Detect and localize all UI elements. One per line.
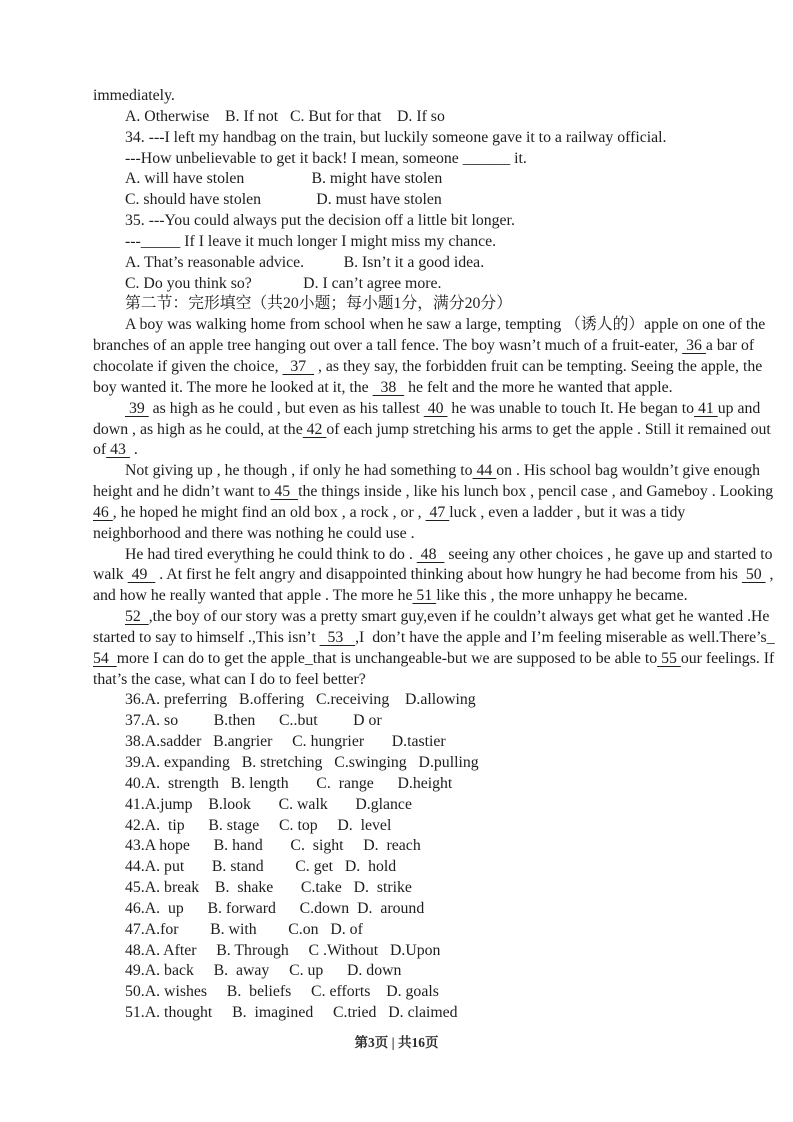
text-run: 43.A hope B. hand C. sight D. reach	[125, 837, 421, 855]
text-line	[93, 232, 753, 253]
blank-underline: 45	[270, 483, 299, 501]
text-run: ,	[765, 566, 774, 584]
text-run: ,I don’t have the apple and I’m feeling miserable as well.There’s_	[355, 628, 775, 646]
text-run: seeing any other choices , he gave up and started to	[444, 545, 773, 563]
blank-underline: 49	[127, 566, 156, 584]
text-run: that’s the case, what can I do to feel better?	[93, 670, 366, 688]
text-run: ---_____ If I leave it much longer I might miss my chance.	[125, 232, 497, 250]
text-run: branches of an apple tree hanging out over a tall fence. The boy wasn’t much of a fruit-eater,	[93, 337, 683, 355]
text-run: , as they say, the forbidden fruit can be tempting. Seeing the apple, the	[314, 357, 763, 375]
text-run: 37.A. so B.then C..but D or	[125, 712, 382, 730]
text-run: 41.A.jump B.look C. walk D.glance	[125, 795, 412, 813]
text-run: 35. ---You could always put the decision off a little bit longer.	[125, 212, 515, 230]
text-run: as high as he could , but even as his tallest	[148, 399, 424, 417]
text-run: of each jump stretching his arms to get the apple . Still it remained out	[326, 420, 771, 438]
text-run: A. Otherwise B. If not C. But for that D. If so	[125, 107, 445, 125]
text-run: 39.A. expanding B. stretching C.swinging D.pulling	[125, 754, 479, 771]
text-line	[93, 399, 761, 420]
document-body	[93, 86, 775, 1024]
text-line	[93, 274, 753, 295]
blank-underline: 40	[423, 399, 448, 417]
text-run: 第二节：完形填空（共20小题；每小题1分，满分20分）	[125, 295, 513, 313]
text-run: down , as high as he could, at the	[93, 420, 303, 438]
text-run: walk	[93, 566, 128, 584]
text-line	[93, 86, 753, 107]
text-line	[93, 920, 753, 941]
text-line	[93, 607, 770, 628]
text-run: C. should have stolen D. must have stolen	[125, 191, 442, 209]
text-line	[93, 503, 753, 524]
text-line	[93, 732, 753, 753]
text-run: He had tired everything he could think to do .	[125, 545, 417, 563]
text-run: up and	[717, 399, 761, 417]
text-line	[93, 440, 753, 461]
text-run: he was unable to touch It. He began to	[447, 399, 695, 417]
text-run: started to say to himself .,This isn’t	[93, 628, 320, 646]
text-run: 44.A. put B. stand C. get D. hold	[125, 858, 397, 876]
text-line	[93, 795, 753, 816]
text-run: on . His school bag wouldn’t give enough	[496, 462, 761, 480]
text-line	[93, 774, 753, 795]
text-run: 42.A. tip B. stage C. top D. level	[125, 816, 392, 834]
text-run: and how he really wanted that apple . The more he	[93, 587, 413, 605]
text-run: .	[129, 441, 138, 459]
text-line	[93, 941, 753, 962]
text-line	[93, 315, 766, 336]
text-run: 51.A. thought B. imagined C.tried D. claimed	[125, 1004, 458, 1022]
text-line	[93, 545, 773, 566]
text-line	[93, 753, 753, 774]
text-line	[93, 461, 761, 482]
text-line	[93, 211, 753, 232]
text-line	[93, 482, 774, 503]
text-run: immediately.	[93, 87, 175, 104]
text-line	[93, 357, 763, 378]
blank-underline: 41	[694, 399, 718, 417]
blank-underline: 38	[372, 378, 405, 396]
blank-underline: 39	[125, 399, 149, 417]
text-run: 47.A.for B. with C.on D. of	[125, 920, 363, 938]
text-run: chocolate if given the choice,	[93, 357, 283, 375]
text-line	[93, 711, 753, 732]
text-run: 40.A. strength B. length C. range D.height	[125, 774, 453, 792]
blank-underline: 37	[282, 357, 315, 375]
text-line	[93, 899, 753, 920]
text-run: 34. ---I left my handbag on the train, but luckily someone gave it to a railway official.	[125, 128, 667, 146]
text-line	[93, 816, 753, 837]
text-line	[93, 857, 753, 878]
text-run: he felt and the more he wanted that apple.	[404, 378, 673, 396]
page-number-footer: 第3页 | 共16页	[354, 1035, 439, 1050]
blank-underline: 42	[302, 420, 327, 438]
text-run: ---How unbelievable to get it back! I mean, someone ______ it.	[125, 149, 527, 167]
text-line	[93, 628, 775, 649]
text-run: of	[93, 441, 107, 459]
text-run: our feelings. If	[680, 649, 775, 667]
text-run: . At first he felt angry and disappointed thinking about how hungry he had become from his	[155, 566, 742, 584]
blank-underline: 55	[657, 649, 681, 667]
text-line	[93, 190, 753, 211]
text-line	[93, 420, 771, 441]
text-run: 48.A. After B. Through C .Without D.Upon	[125, 941, 441, 959]
text-run: 50.A. wishes B. beliefs C. efforts D. goals	[125, 983, 439, 1001]
blank-underline: 44	[472, 462, 497, 480]
text-line	[93, 961, 753, 982]
text-run: C. Do you think so? D. I can’t agree more.	[125, 274, 442, 292]
text-run: neighborhood and there was nothing he could use .	[93, 524, 415, 542]
text-line	[93, 565, 774, 586]
text-line	[93, 128, 753, 149]
text-line	[93, 169, 753, 190]
text-line	[93, 253, 753, 274]
text-line	[93, 1003, 753, 1024]
blank-underline: 52	[125, 608, 149, 626]
text-run: the things inside , like his lunch box , pencil case , and Gameboy . Looking	[298, 483, 774, 501]
text-line	[93, 878, 753, 899]
text-line	[93, 524, 753, 545]
text-run: 46.A. up B. forward C.down D. around	[125, 899, 425, 917]
text-run: ,the boy of our story was a pretty smart guy,even if he couldn’t always get what get he wanted .He	[148, 608, 770, 626]
text-line	[93, 586, 753, 607]
text-line	[93, 378, 753, 399]
blank-underline: 51	[412, 587, 437, 605]
text-run: 45.A. break B. shake C.take D. strike	[125, 879, 412, 897]
text-run: boy wanted it. The more he looked at it, the	[93, 378, 373, 396]
blank-underline: 54	[93, 649, 117, 667]
text-run: Not giving up , he though , if only he had something to	[125, 462, 473, 480]
text-run: 38.A.sadder B.angrier C. hungrier D.tastier	[125, 733, 446, 751]
blank-underline: 36	[682, 337, 706, 355]
text-line	[93, 670, 753, 691]
text-run: a bar of	[705, 337, 755, 355]
text-run: luck , even a ladder , but it was a tidy	[449, 503, 686, 521]
text-line	[93, 336, 753, 357]
text-run: height and he didn’t want to	[93, 483, 271, 501]
text-line	[93, 836, 753, 857]
text-line	[93, 294, 753, 315]
text-line	[93, 690, 753, 711]
text-line	[93, 982, 753, 1003]
text-run: 36.A. preferring B.offering C.receiving D.allowing	[125, 691, 476, 709]
text-run: A boy was walking home from school when he saw a large, tempting （诱人的）apple on one of the	[125, 316, 766, 334]
blank-underline: 43	[106, 441, 130, 459]
text-run: 49.A. back B. away C. up D. down	[125, 962, 402, 980]
blank-underline: 46	[93, 503, 113, 521]
blank-underline: 47	[425, 503, 450, 521]
text-line	[93, 107, 753, 128]
text-line	[93, 649, 775, 670]
text-run: A. will have stolen B. might have stolen	[125, 170, 443, 188]
blank-underline: 53	[319, 628, 356, 646]
text-line	[93, 149, 753, 170]
blank-underline: 48	[416, 545, 445, 563]
blank-underline: 50	[741, 566, 766, 584]
text-run: , he hoped he might find an old box , a rock , or ,	[112, 503, 426, 521]
text-run: like this , the more unhappy he became.	[436, 587, 688, 605]
text-run: more I can do to get the apple_that is unchangeable-but we are supposed to be able to	[116, 649, 658, 667]
text-run: A. That’s reasonable advice. B. Isn’t it a good idea.	[125, 253, 485, 271]
